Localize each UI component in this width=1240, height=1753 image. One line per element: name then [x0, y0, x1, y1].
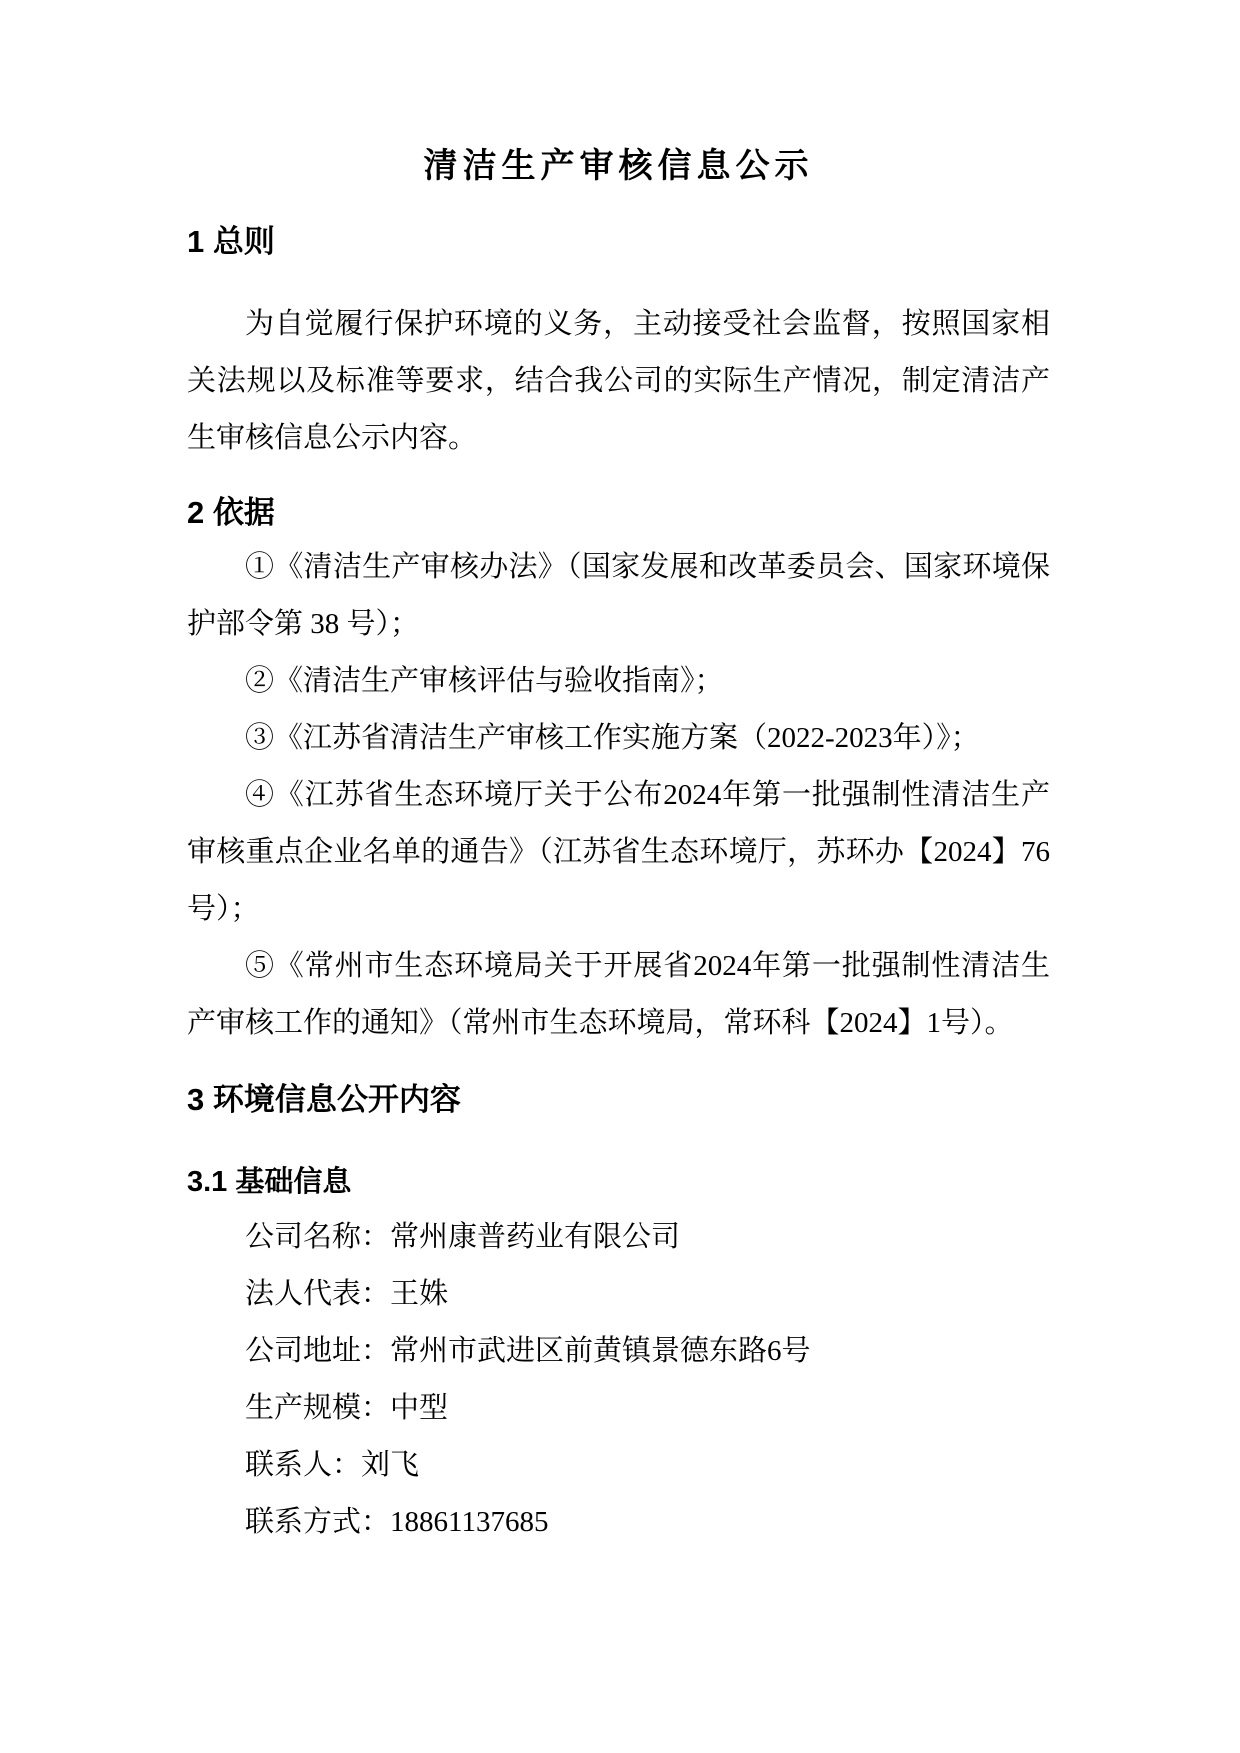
- reference-item-4: ④《江苏省生态环境厅关于公布2024年第一批强制性清洁生产审核重点企业名单的通告》（江苏省生态环境厅，苏环办【2024】76号）；: [187, 779, 1050, 925]
- info-label: 联系人：: [245, 1449, 362, 1481]
- info-label: 生产规模：: [245, 1392, 391, 1424]
- info-value: 常州市武进区前黄镇景德东路6号: [390, 1335, 811, 1367]
- info-value: 18861137685: [390, 1506, 549, 1538]
- info-value: 常州康普药业有限公司: [390, 1221, 681, 1253]
- info-label: 联系方式：: [245, 1506, 391, 1538]
- info-field-legal-representative: [187, 1266, 1050, 1323]
- info-field-production-scale: [187, 1380, 1050, 1437]
- info-field-company-name: [187, 1209, 1050, 1266]
- info-value: 中型: [390, 1392, 449, 1424]
- reference-item-3: ③《江苏省清洁生产审核工作实施方案（2022-2023年）》；: [245, 722, 980, 754]
- document-title: 清洁生产审核信息公示: [423, 147, 814, 185]
- info-field-contact-person: [187, 1437, 1050, 1494]
- section-3-1-heading: 3.1 基础信息: [187, 1166, 352, 1198]
- section-3-heading: 3 环境信息公开内容: [187, 1082, 461, 1117]
- info-field-contact-phone: [187, 1494, 1050, 1551]
- reference-list: [187, 539, 1050, 1052]
- section-2-heading: 2 依据: [187, 495, 275, 530]
- info-label: 公司名称：: [245, 1221, 391, 1253]
- document-content: [187, 146, 1050, 1551]
- reference-item-2: ②《清洁生产审核评估与验收指南》；: [245, 665, 724, 697]
- info-label: 公司地址：: [245, 1335, 391, 1367]
- section-1-paragraph: 为自觉履行保护环境的义务，主动接受社会监督，按照国家相关法规以及标准等要求，结合我公司的实际生产情况，制定清洁产生审核信息公示内容。: [187, 308, 1050, 454]
- info-field-company-address: [187, 1323, 1050, 1380]
- section-1-heading: 1 总则: [187, 224, 275, 259]
- reference-item-5: ⑤《常州市生态环境局关于开展省2024年第一批强制性清洁生产审核工作的通知》（常州市生态环境局，常环科【2024】1号）。: [187, 950, 1050, 1039]
- info-value: 刘飞: [361, 1449, 420, 1481]
- info-value: 王姝: [390, 1278, 449, 1310]
- reference-item-1: ①《清洁生产审核办法》（国家发展和改革委员会、国家环境保护部令第 38 号）；: [187, 551, 1050, 640]
- basic-info-list: [187, 1209, 1050, 1551]
- info-label: 法人代表：: [245, 1278, 391, 1310]
